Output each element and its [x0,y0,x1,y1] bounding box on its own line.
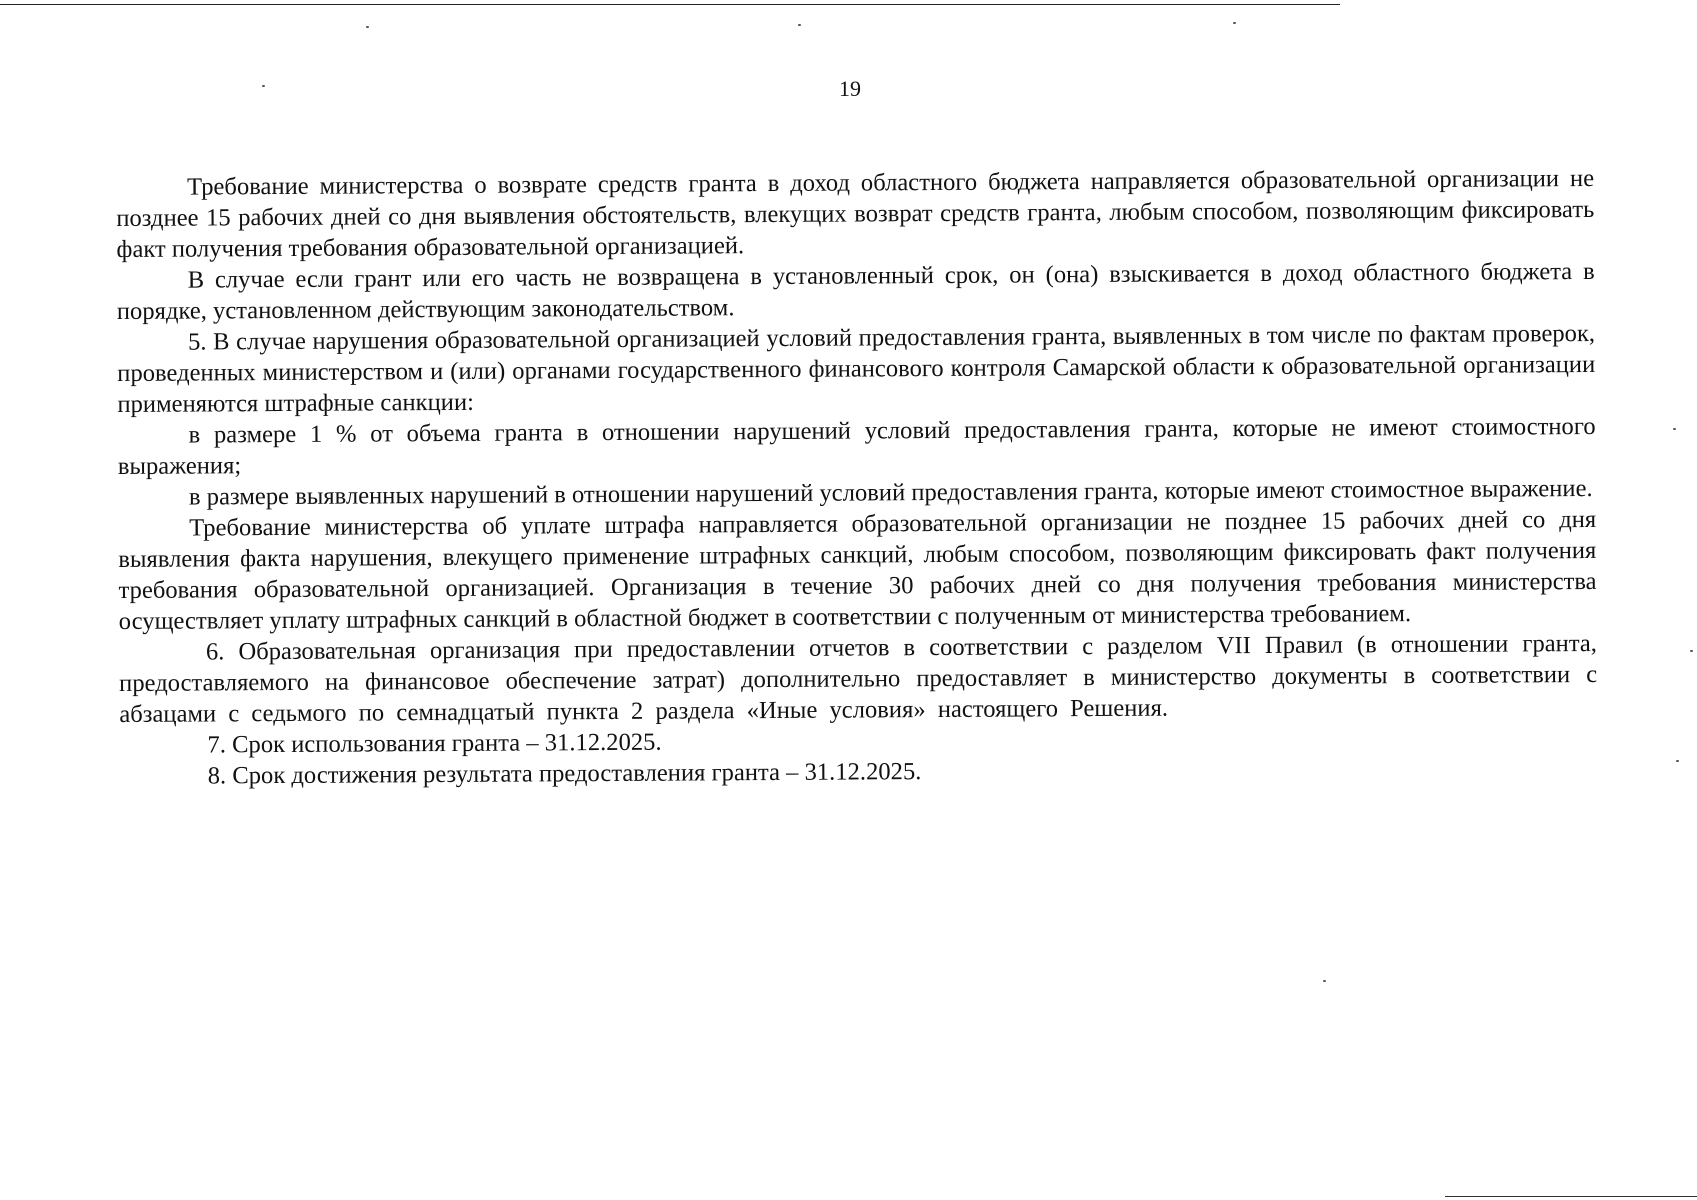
page-number-text: 19 [839,76,861,101]
scan-speck [1690,650,1693,652]
page-number [0,76,1697,102]
paragraph-recovery: В случае если грант или его часть не возвращена в установленный срок, он (она) взыскивается в доход областного бюджета в порядке, установленном действующим законодательством. [116,257,1595,325]
paragraph-item-8-result-term: 8. Срок достижения результата предоставления гранта – 31.12.2025. [207,758,922,790]
paragraph-penalty-monetary: в размере выявленных нарушений в отношении нарушений условий предоставления гранта, которые имеют стоимостное выражение. [188,474,1593,511]
paragraph-item-6-reports: 6. Образовательная организация при предоставлении отчетов в соответствии с разделом VII Правил (в отношении гранта, предоставляемого на финансовое обеспечение затрат) дополнительно предоставляет в министерство документы в соответствии с абзацами с седьмого по семнадцатый пункта 2 раздела «Иные условия» настоящего Решения. [119,629,1598,728]
paragraph-penalty-non-monetary: в размере 1 % от объема гранта в отношении нарушений условий предоставления гранта, которые не имеют стоимостного выражения; [117,412,1596,480]
scan-edge-line-top [0,4,1340,5]
scan-speck [1323,980,1326,982]
paragraph-item-7-usage-term: 7. Срок использования гранта – 31.12.2025. [207,728,662,759]
scan-speck [1233,22,1236,24]
scan-speck [1676,760,1679,762]
scan-speck [1673,428,1676,430]
paragraph-refund-requirement: Требование министерства о возврате средств гранта в доход областного бюджета направляется образовательной организации не позднее 15 рабочих дней со дня выявления обстоятельств, влекущих возврат средств гранта, любым способом, позволяющим фиксировать факт получения требования образовательной организацией. [116,164,1595,263]
paragraph-fine-requirement: Требование министерства об уплате штрафа направляется образовательной организации не позднее 15 рабочих дней со дня выявления факта нарушения, влекущего применение штрафных санкций, любым способом, позволяющим фиксировать факт получения требования образовательной организацией. Организация в течение 30 рабочих дней со дня получения требования министерства осуществляет уплату штрафных санкций в областной бюджет в соответствии с полученным от министерства требованием. [118,505,1597,635]
scan-edge-line-bottom [1445,1196,1697,1197]
document-body [116,163,1598,792]
scan-speck [366,26,369,28]
paragraph-item-5-penalties: 5. В случае нарушения образовательной организацией условий предоставления гранта, выявленных в том числе по фактам проверок, проведенных министерством и (или) органами государственного финансового контроля Самарской области к образовательной организации применяются штрафные санкции: [117,319,1596,418]
scan-speck [798,24,801,26]
